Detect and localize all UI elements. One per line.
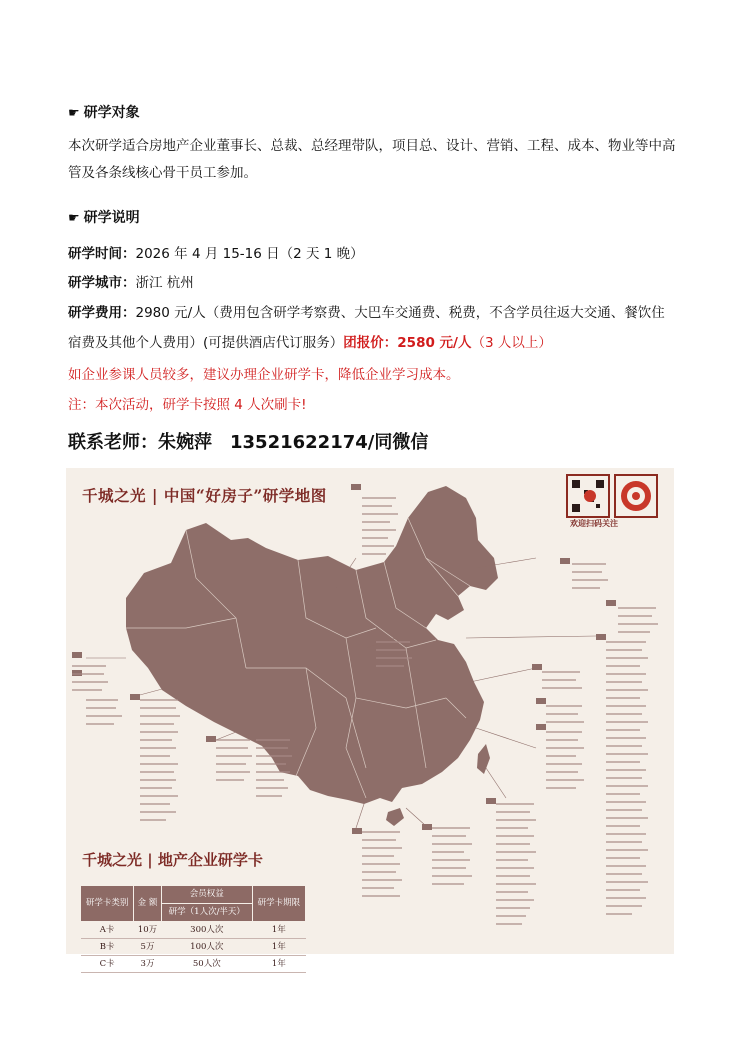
study-fee-cont: 宿费及其他个人费用）(可提供酒店代订服务）团报价：2580 元/人（3 人以上） — [68, 335, 552, 351]
study-city: 研学城市：浙江 杭州 — [68, 275, 194, 291]
section-heading-target: ☛ 研学对象 — [68, 105, 140, 121]
col-header-benefit: 会员权益 — [161, 886, 252, 904]
contact-phone: 13521622174/同微信 — [230, 432, 429, 453]
project-label-lines — [66, 468, 674, 954]
poster-subtitle: 千城之光 | 地产企业研学卡 — [82, 851, 263, 869]
col-subheader-benefit: 研学（1人次/半天） — [161, 904, 252, 922]
study-card-table — [80, 885, 306, 973]
note-card: 如企业参课人员较多，建议办理企业研学卡，降低企业学习成本。 — [68, 367, 460, 383]
contact-line: 联系老师：朱婉萍 13521622174/同微信 — [68, 432, 429, 453]
section-heading-desc: ☛ 研学说明 — [68, 210, 140, 226]
study-map-poster — [66, 468, 674, 969]
target-body: 本次研学适合房地产企业董事长、总裁、总经理带队，项目总、设计、营销、工程、成本、物业等中高管及各条线核心骨干员工参加。 — [68, 138, 676, 181]
qr-caption: 欢迎扫码关注 — [570, 519, 618, 528]
note-card-swipe: 注：本次活动，研学卡按照 4 人次刷卡! — [68, 397, 307, 413]
group-price: 团报价：2580 元/人 — [343, 335, 472, 351]
table-row: B卡 5万 100人次 1年 — [81, 939, 306, 956]
col-header-amount: 金 额 — [134, 886, 162, 922]
table-row: C卡 3万 50人次 1年 — [81, 956, 306, 973]
hand-pointing-icon: ☛ — [68, 211, 80, 226]
poster-title: 千城之光 | 中国“好房子”研学地图 — [82, 486, 327, 505]
hand-pointing-icon: ☛ — [68, 106, 80, 121]
study-fee: 研学费用：2980 元/人（费用包含研学考察费、大巴车交通费、税费，不含学员往返大交通、餐饮住 — [68, 305, 665, 321]
table-row: A卡 10万 300人次 1年 — [81, 922, 306, 939]
col-header-type: 研学卡类别 — [81, 886, 134, 922]
study-time: 研学时间：2026 年 4 月 15-16 日（2 天 1 晚） — [68, 246, 364, 262]
col-header-period: 研学卡期限 — [252, 886, 305, 922]
